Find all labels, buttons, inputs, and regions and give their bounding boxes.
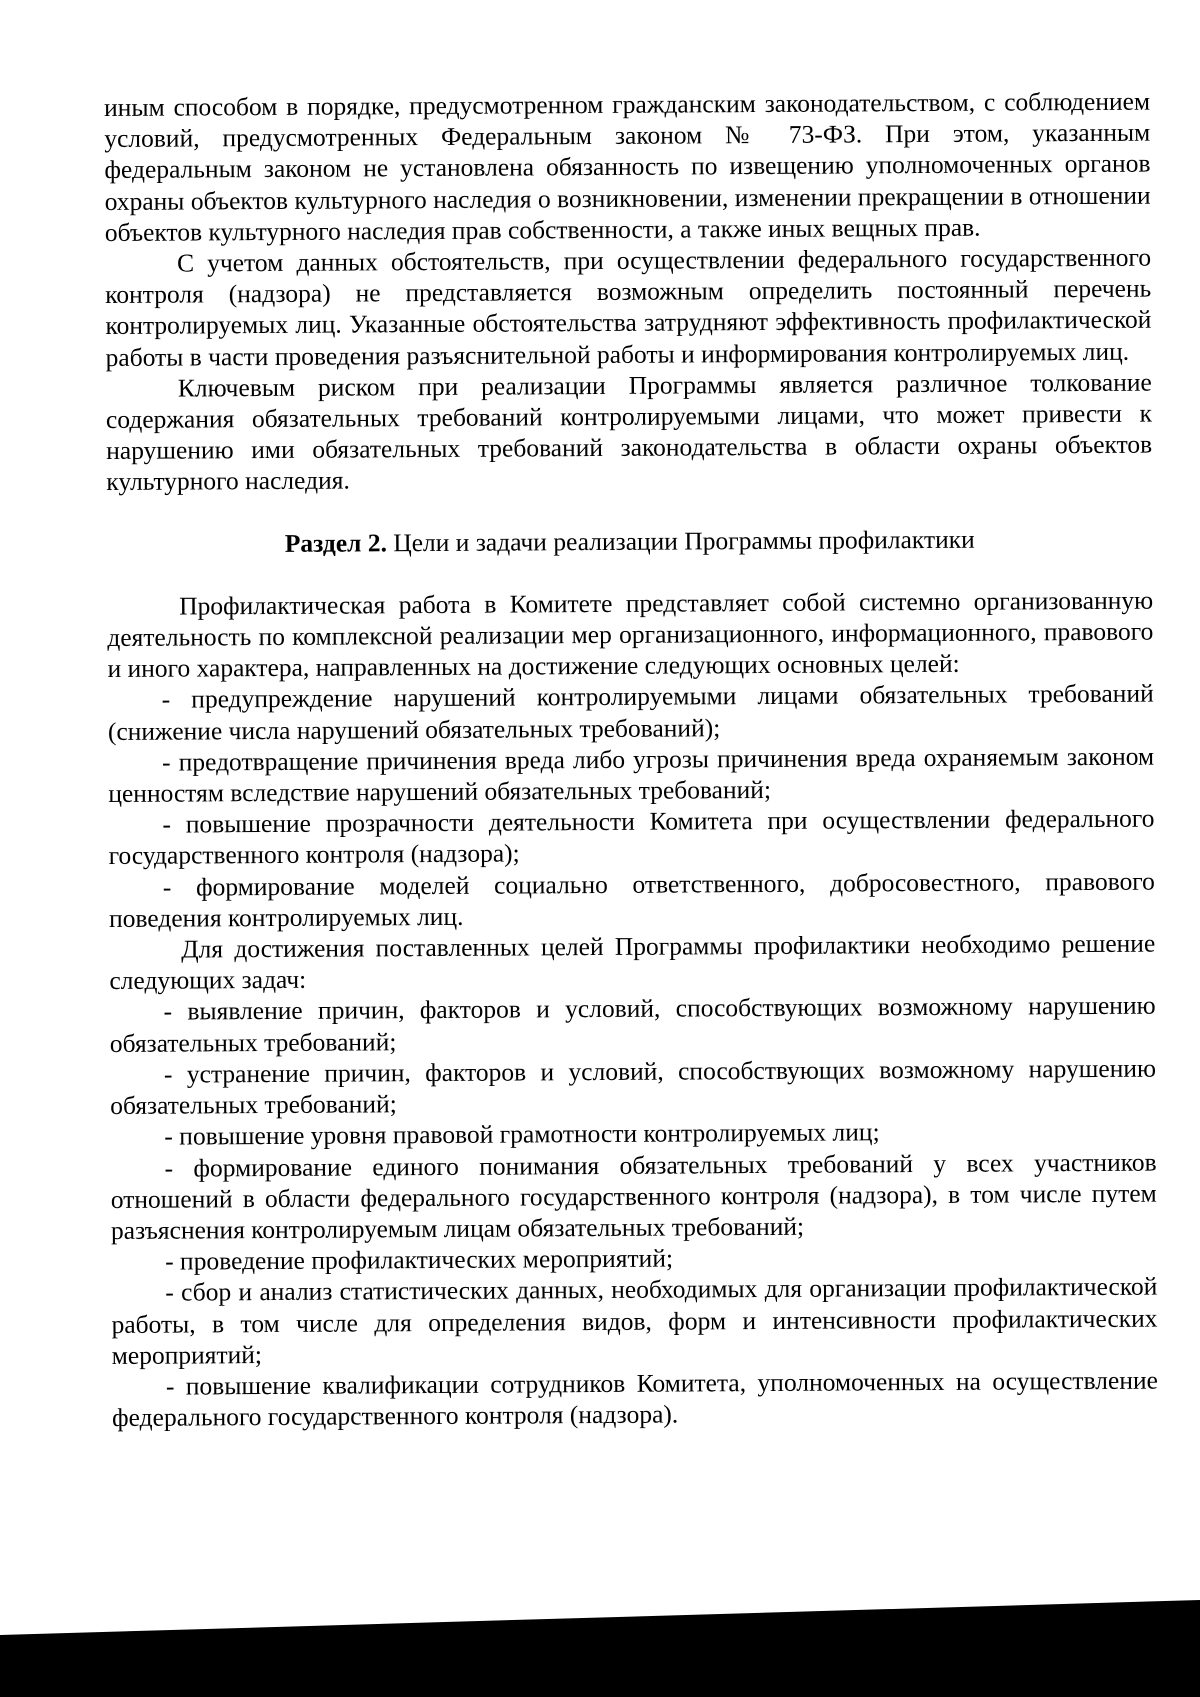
paragraph-civil-law: иным способом в порядке, предусмотренном гражданским законодательством, с соблюдением условий, предусмотренных Федеральным законом № 73-ФЗ. При этом, указанным федеральным законом не установлена обязанность по извещению уполномоченных органов охраны объектов культурного наследия о возникновении, изменении прекращении в отношении объектов культурного наследия прав собственности, а также иных вещных прав. [104, 86, 1151, 247]
goal-item: - предотвращение причинения вреда либо угрозы причинения вреда охраняемым законом ценностям вследствие нарушений обязательных требований; [108, 741, 1155, 809]
goal-item: - предупреждение нарушений контролируемыми лицами обязательных требований (снижение числа нарушений обязательных требований); [107, 679, 1154, 746]
document-body [104, 86, 1158, 1434]
section-title: Цели и задачи реализации Программы профилактики [393, 524, 975, 557]
task-item: - формирование единого понимания обязательных требований у всех участников отношений в области федерального государственного контроля (надзора), в том числе путем разъяснения контролируемым лицам обязательных требований; [110, 1147, 1157, 1245]
goal-item: - повышение прозрачности деятельности Комитета при осуществлении федерального государственного контроля (надзора); [108, 803, 1155, 871]
paragraph-circumstances: С учетом данных обстоятельств, при осуществлении федерального государственного контроля (надзора) не представляется возможным определить постоянный перечень контролируемых лиц. Указанные обстоятельства затрудняют эффективность профилактической работы в части проведения разъяснительной работы и информирования контролируемых лиц. [105, 242, 1152, 372]
task-item: - выявление причин, факторов и условий, способствующих возможному нарушению обязательных требований; [109, 991, 1156, 1058]
task-item: - повышение уровня правовой грамотности контролируемых лиц; [164, 1117, 880, 1151]
task-item: - повышение квалификации сотрудников Комитета, уполномоченных на осуществление федерального государственного контроля (надзора). [112, 1365, 1158, 1433]
task-item: - проведение профилактических мероприятий; [165, 1243, 674, 1276]
goal-item: - формирование моделей социально ответственного, добросовестного, правового поведения контролируемых лиц. [108, 866, 1155, 933]
paragraph-prevention-work: Профилактическая работа в Комитете представляет собой системно организованную деятельность по комплексной реализации мер организационного, информационного, правового и иного характера, направленных на достижение следующих основных целей: [107, 585, 1154, 684]
task-item: - устранение причин, факторов и условий, способствующих возможному нарушению обязательных требований; [110, 1053, 1157, 1121]
section-number: Раздел 2. [284, 527, 387, 558]
section-heading [107, 522, 1153, 560]
task-item: - сбор и анализ статистических данных, необходимых для организации профилактической работы, в том числе для определения видов, форм и интенсивности профилактических мероприятий; [111, 1271, 1158, 1370]
paragraph-key-risk: Ключевым риском при реализации Программы является различное толкование содержания обязательных требований контролируемыми лицами, что может привести к нарушению ими обязательных требований законодательства в области охраны объектов культурного наследия. [105, 367, 1153, 497]
paragraph-tasks-intro: Для достижения поставленных целей Программы профилактики необходимо решение следующих задач: [109, 928, 1156, 996]
